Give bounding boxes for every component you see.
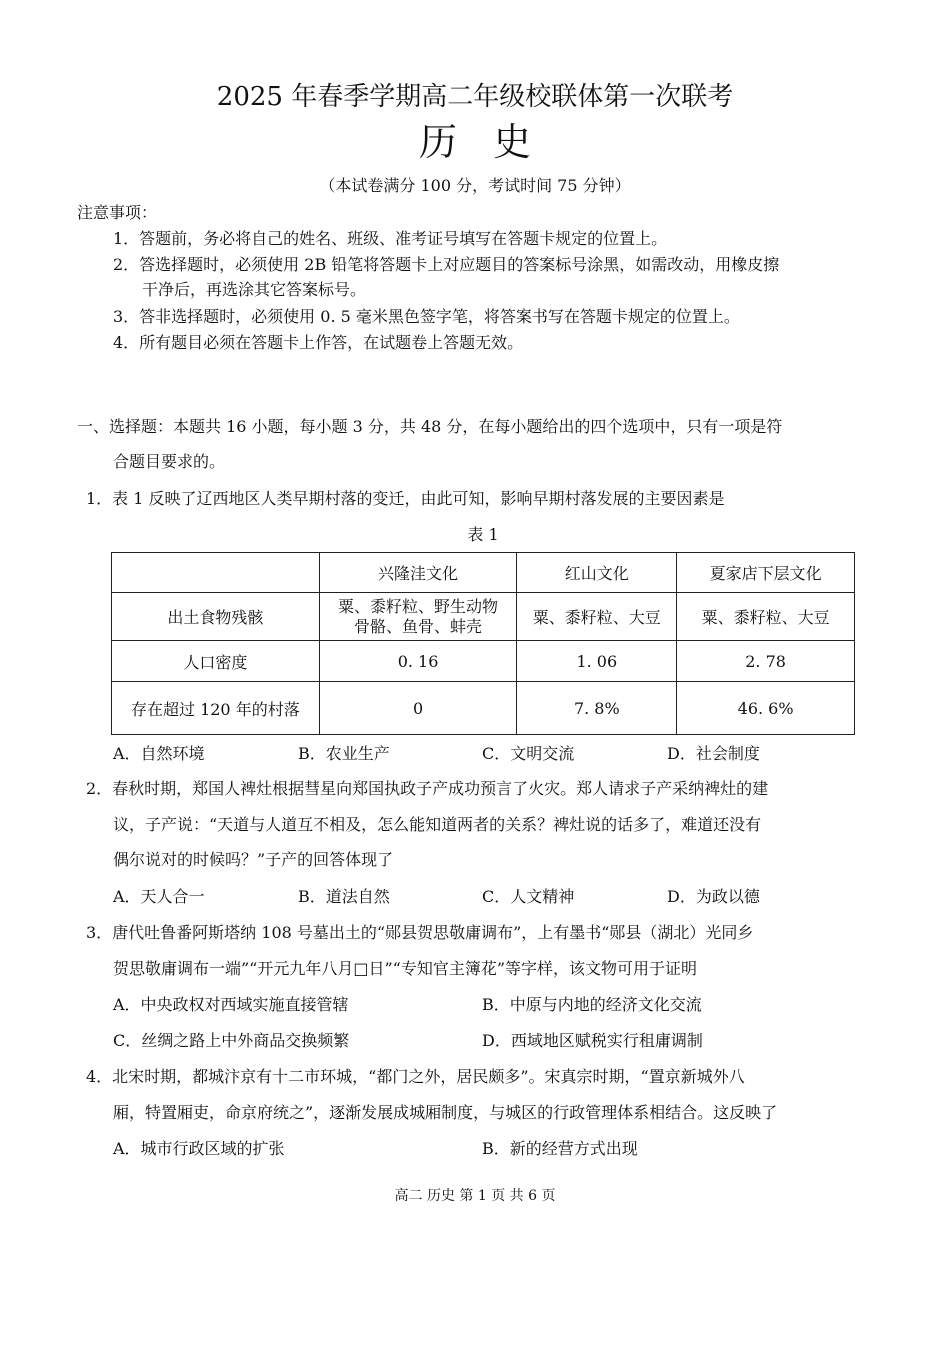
table-cell: 2. 78	[677, 641, 855, 682]
option-a: A．自然环境	[113, 744, 205, 763]
instruction-item: 1．答题前，务必将自己的姓名、班级、准考证号填写在答题卡规定的位置上。	[113, 229, 668, 248]
exam-title: 2025 年春季学期高二年级校联体第一次联考	[216, 82, 734, 112]
row-label: 出土食物残骸	[112, 593, 320, 641]
table-cell: 粟、黍籽粒、大豆	[517, 593, 677, 641]
culture-table	[111, 552, 855, 735]
option-b: B．道法自然	[298, 887, 390, 906]
question-4-stem-cont: 厢，特置厢吏，命京府统之”，逐渐发展成城厢制度，与城区的行政管理体系相结合。这反映了	[113, 1103, 778, 1122]
cell-line: 骨骼、鱼骨、蚌壳	[354, 616, 483, 636]
table-row	[112, 682, 855, 735]
question-1-stem: 1．表 1 反映了辽西地区人类早期村落的变迁，由此可知，影响早期村落发展的主要因素是	[86, 489, 725, 508]
question-2-stem-cont: 议，子产说：“天道与人道互不相及，怎么能知道两者的关系？裨灶说的话多了，难道还没有	[113, 815, 762, 834]
option-c: C．丝绸之路上中外商品交换频繁	[113, 1031, 350, 1050]
option-b: B．新的经营方式出现	[482, 1139, 638, 1158]
option-d: D．社会制度	[667, 744, 760, 763]
table-header-cell: 红山文化	[517, 553, 677, 593]
question-2-stem: 2．春秋时期，郑国人裨灶根据彗星向郑国执政子产成功预言了火灾。郑人请求子产采纳裨灶的建	[86, 779, 769, 798]
table-header-cell	[112, 553, 320, 593]
section-heading-cont: 合题目要求的。	[113, 452, 226, 471]
table-caption: 表 1	[467, 525, 499, 544]
question-3-stem-cont: 贺思敬庸调布一端”“开元九年八月□日”“专知官主簿花”等字样，该文物可用于证明	[113, 959, 698, 978]
option-a: A．中央政权对西域实施直接管辖	[113, 995, 349, 1014]
cell-line: 粟、黍籽粒、野生动物	[338, 596, 499, 616]
table-row	[112, 593, 855, 641]
instructions-heading: 注意事项：	[77, 203, 158, 222]
table-cell: 0	[319, 682, 517, 735]
instruction-item: 4．所有题目必须在答题卡上作答，在试题卷上答题无效。	[113, 333, 524, 352]
option-a: A．城市行政区域的扩张	[113, 1139, 285, 1158]
instruction-item: 3．答非选择题时，必须使用 0. 5 毫米黑色签字笔，将答案书写在答题卡规定的位置上。	[113, 307, 740, 326]
table-row	[112, 641, 855, 682]
option-b: B．农业生产	[298, 744, 390, 763]
page-footer: 高二 历史 第 1 页 共 6 页	[394, 1188, 556, 1204]
instruction-item: 2．答选择题时，必须使用 2B 铅笔将答题卡上对应题目的答案标号涂黑，如需改动，用橡皮擦	[113, 255, 780, 274]
option-c: C．文明交流	[482, 744, 575, 763]
question-2-stem-cont: 偶尔说对的时候吗？”子产的回答体现了	[113, 850, 394, 869]
section-heading: 一、选择题：本题共 16 小题，每小题 3 分，共 48 分，在每小题给出的四个选项中，只有一项是符	[77, 417, 783, 436]
instruction-item: 干净后，再选涂其它答案标号。	[142, 280, 367, 299]
table-header-row	[112, 553, 855, 593]
table-cell: 粟、黍籽粒、大豆	[677, 593, 855, 641]
row-label: 人口密度	[112, 641, 320, 682]
table-header-cell: 兴隆洼文化	[319, 553, 517, 593]
table-cell: 0. 16	[319, 641, 517, 682]
option-d: D．西域地区赋税实行租庸调制	[482, 1031, 703, 1050]
table-cell	[319, 593, 517, 641]
table-cell: 7. 8%	[517, 682, 677, 735]
table-cell: 1. 06	[517, 641, 677, 682]
option-d: D．为政以德	[667, 887, 760, 906]
exam-subject: 历史	[418, 120, 567, 164]
question-3-stem: 3．唐代吐鲁番阿斯塔纳 108 号墓出土的“郧县贺思敬庸调布”，上有墨书“郧县（湖北）光同乡	[86, 923, 754, 942]
option-c: C．人文精神	[482, 887, 575, 906]
exam-note: （本试卷满分 100 分，考试时间 75 分钟）	[319, 176, 631, 195]
table-cell: 46. 6%	[677, 682, 855, 735]
row-label: 存在超过 120 年的村落	[112, 682, 320, 735]
option-b: B．中原与内地的经济文化交流	[482, 995, 702, 1014]
question-4-stem: 4．北宋时期，都城汴京有十二市环城，“都门之外，居民颇多”。宋真宗时期，“置京新城外八	[86, 1067, 745, 1086]
table-header-cell: 夏家店下层文化	[677, 553, 855, 593]
option-a: A．天人合一	[113, 887, 205, 906]
